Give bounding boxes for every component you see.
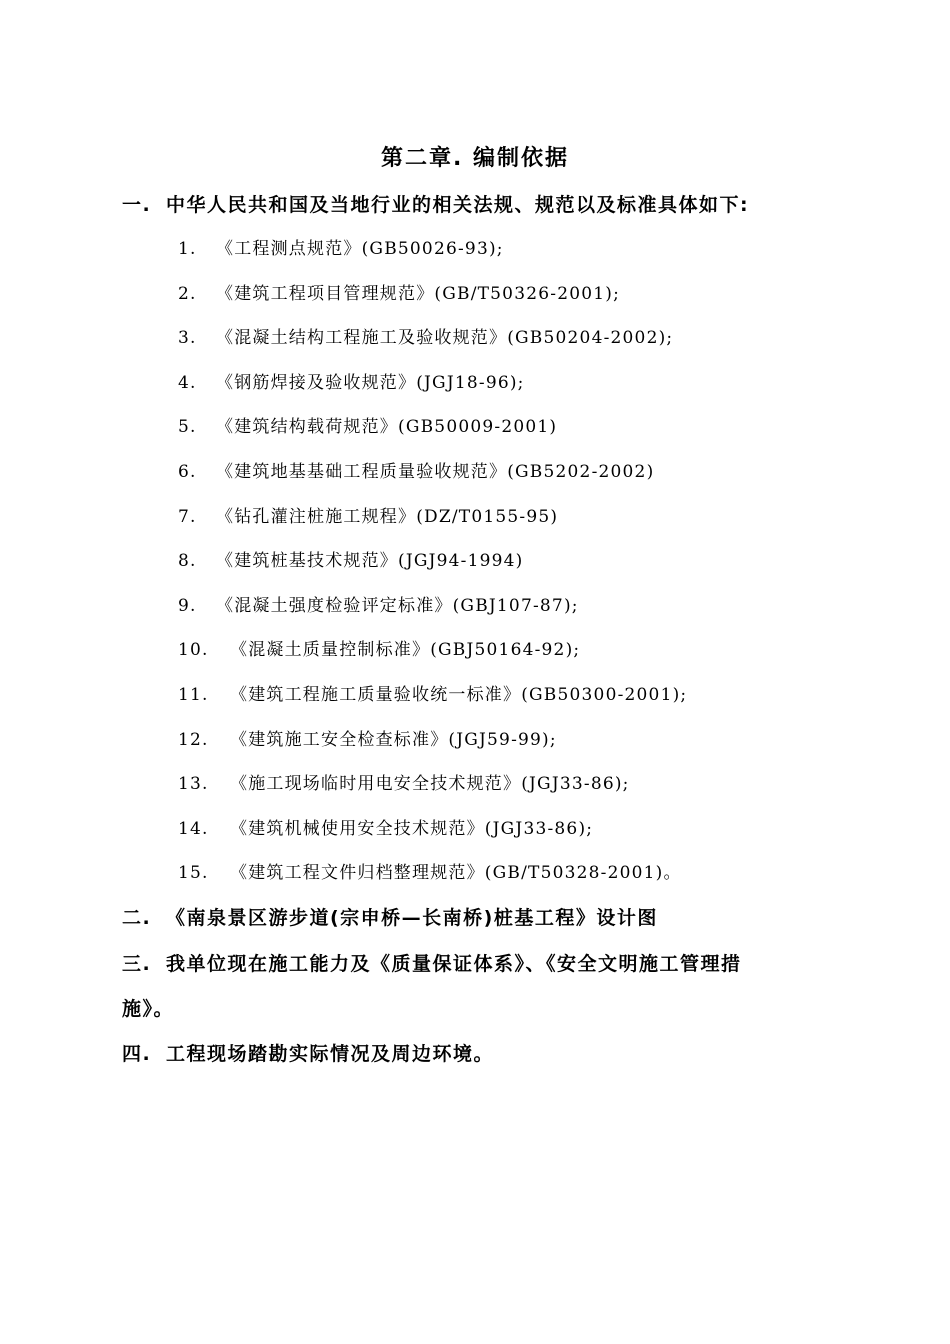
- list-item: [178, 767, 858, 812]
- item-text: 《钻孔灌注桩施工规程》(DZ/T0155-95): [216, 506, 559, 527]
- item-text: 《建筑施工安全检查标准》(JGJ59-99);: [230, 729, 557, 750]
- item-number: 5.: [178, 417, 197, 438]
- item-number: 1.: [178, 239, 197, 259]
- section-text: 我单位现在施工能力及《质量保证体系》、《安全文明施工管理措: [166, 953, 742, 975]
- list-item: [178, 812, 858, 857]
- list-item: [178, 277, 858, 322]
- list-item: [178, 678, 858, 723]
- item-text: 《建筑地基基础工程质量验收规范》(GB5202-2002): [216, 461, 655, 482]
- item-text: 《混凝土质量控制标准》(GBJ50164-92);: [230, 640, 581, 661]
- item-number: 13.: [178, 774, 209, 795]
- list-item: [178, 589, 858, 634]
- item-number: 3.: [178, 328, 197, 349]
- item-number: 14.: [178, 818, 209, 839]
- section-text: 中华人民共和国及当地行业的相关法规、规范以及标准具体如下:: [166, 194, 750, 216]
- item-text: 《建筑机械使用安全技术规范》(JGJ33-86);: [230, 818, 594, 839]
- section-text: 《南泉景区游步道(宗申桥—长南桥)桩基工程》设计图: [166, 907, 658, 929]
- list-item: [178, 366, 858, 411]
- item-number: 7.: [178, 506, 197, 527]
- section-heading-2: [122, 903, 862, 933]
- section-text: 工程现场踏勘实际情况及周边环境。: [166, 1043, 495, 1065]
- list-item: [178, 633, 858, 678]
- item-number: 8.: [178, 551, 197, 572]
- item-number: 10.: [178, 640, 209, 661]
- item-number: 9.: [178, 595, 197, 616]
- item-text: 《建筑工程文件归档整理规范》(GB/T50328-2001)。: [230, 863, 682, 884]
- section-heading-1: [122, 190, 862, 220]
- item-text: 《混凝土强度检验评定标准》(GBJ107-87);: [216, 595, 579, 616]
- section-number: 四.: [122, 1043, 152, 1065]
- item-number: 6.: [178, 461, 197, 482]
- item-number: 4.: [178, 372, 197, 393]
- section-number: 一.: [122, 194, 152, 216]
- list-item: [178, 232, 858, 277]
- list-item: [178, 856, 858, 901]
- section-heading-3: [122, 949, 862, 979]
- item-text: 《钢筋焊接及验收规范》(JGJ18-96);: [216, 372, 525, 393]
- section-number: 二.: [122, 907, 152, 929]
- item-text: 《建筑结构载荷规范》(GB50009-2001): [216, 417, 558, 438]
- item-number: 2.: [178, 283, 197, 304]
- item-text: 《工程测点规范》(GB50026-93);: [216, 239, 504, 259]
- list-item: [178, 500, 858, 545]
- item-text: 《建筑工程施工质量验收统一标准》(GB50300-2001);: [230, 684, 688, 705]
- reference-list: [178, 232, 858, 901]
- item-number: 12.: [178, 729, 209, 750]
- item-text: 《施工现场临时用电安全技术规范》(JGJ33-86);: [230, 774, 630, 795]
- item-text: 《建筑工程项目管理规范》(GB/T50326-2001);: [216, 283, 621, 304]
- section-number: 三.: [122, 953, 152, 975]
- list-item: [178, 321, 858, 366]
- item-text: 《混凝土结构工程施工及验收规范》(GB50204-2002);: [216, 328, 674, 349]
- section-heading-3-continuation: 施》。: [122, 998, 175, 1020]
- list-item: [178, 410, 858, 455]
- item-number: 11.: [178, 684, 209, 705]
- list-item: [178, 723, 858, 768]
- list-item: [178, 455, 858, 500]
- chapter-title: 第二章. 编制依据: [380, 146, 570, 171]
- section-heading-4: [122, 1039, 862, 1069]
- item-text: 《建筑桩基技术规范》(JGJ94-1994): [216, 551, 524, 572]
- list-item: [178, 544, 858, 589]
- item-number: 15.: [178, 863, 209, 884]
